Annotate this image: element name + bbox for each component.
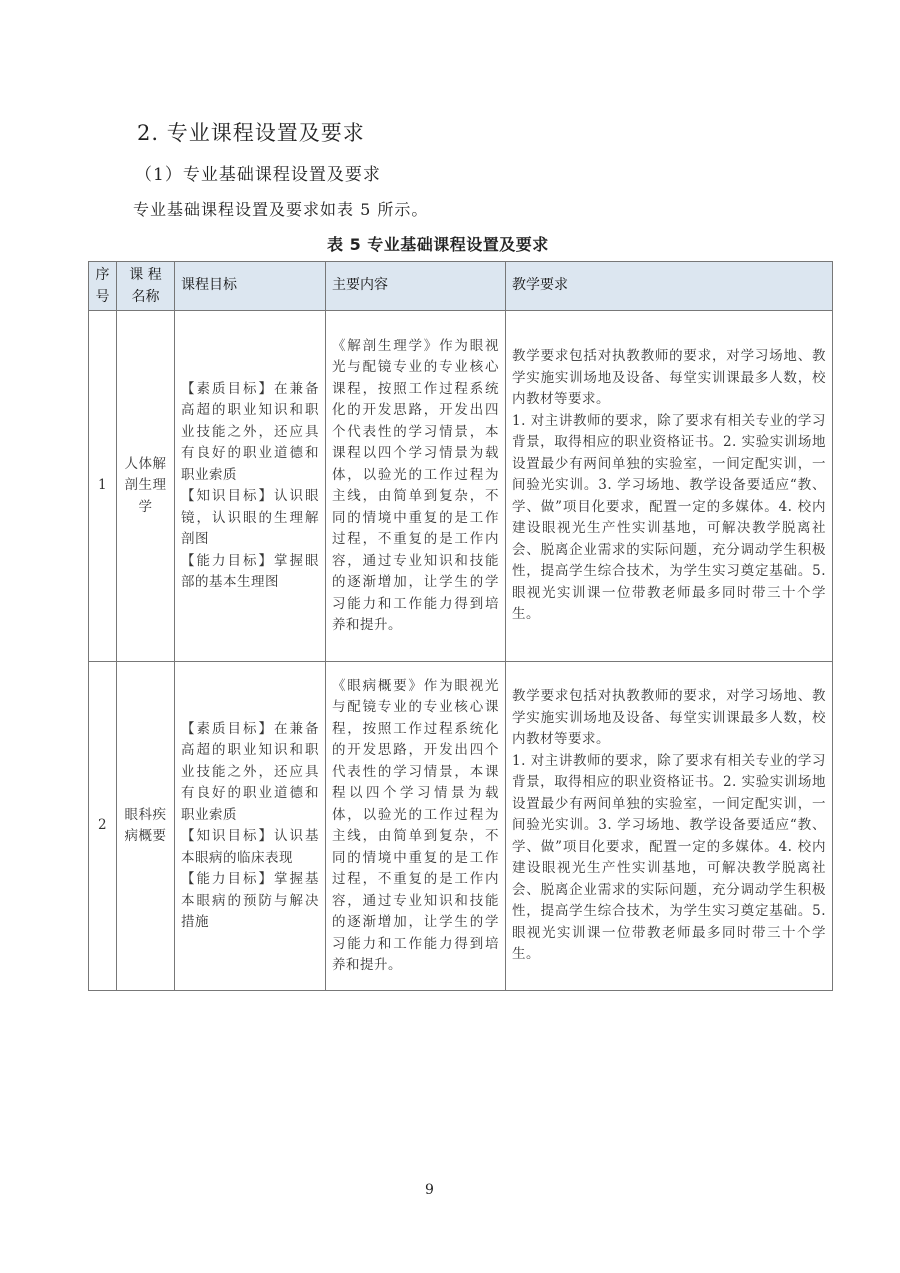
teaching-requirements bbox=[506, 311, 833, 662]
knowledge-goal: 【知识目标】认识眼镜，认识眼的生理解剖图 bbox=[181, 488, 319, 547]
table-row bbox=[89, 311, 833, 662]
course-goal bbox=[175, 311, 326, 662]
course-table bbox=[88, 261, 833, 991]
row-number: 1 bbox=[89, 311, 117, 662]
course-name: 眼科疾病概要 bbox=[117, 662, 175, 991]
subsection-heading: （1）专业基础课程设置及要求 bbox=[135, 165, 381, 185]
course-name: 人体解剖生理学 bbox=[117, 311, 175, 662]
requirements-details: 1. 对主讲教师的要求，除了要求有相关专业的学习背景，取得相应的职业资格证书。2. 实验实训场地设置最少有两间单独的实验室，一间定配实训，一间验光实训。3. 学习场地、教学设备要适应“教、学、做”项目化要求，配置一定的多媒体。4. 校内建设眼视光生产性实训基地，可解决教学脱离社会、脱离企业需求的实际问题，充分调动学生积极性，提高学生综合技术，为学生实习奠定基础。5. 眼视光实训课一位带教老师最多同时带三十个学生。 bbox=[512, 412, 826, 623]
quality-goal: 【素质目标】在兼备高超的职业知识和职业技能之外，还应具有良好的职业道德和职业索质 bbox=[181, 720, 319, 823]
ability-goal: 【能力目标】掌握眼部的基本生理图 bbox=[181, 552, 319, 590]
main-content: 《眼病概要》作为眼视光与配镜专业的专业核心课程，按照工作过程系统化的开发思路，开发出四个代表性的学习情景，本课程以四个学习情景为载体，以验光的工作过程为主线，由简单到复杂，不同的情境中重复的是工作过程，不重复的是工作内容，通过专业知识和技能的逐渐增加，让学生的学习能力和工作能力得到培养和提升。 bbox=[326, 662, 506, 991]
knowledge-goal: 【知识目标】认识基本眼病的临床表现 bbox=[181, 828, 319, 866]
row-number: 2 bbox=[89, 662, 117, 991]
header-course-goal: 课程目标 bbox=[175, 262, 326, 311]
header-main-content: 主要内容 bbox=[326, 262, 506, 311]
requirements-details: 1. 对主讲教师的要求，除了要求有相关专业的学习背景，取得相应的职业资格证书。2. 实验实训场地设置最少有两间单独的实验室，一间定配实训，一间验光实训。3. 学习场地、教学设备要适应“教、学、做”项目化要求，配置一定的多媒体。4. 校内建设眼视光生产性实训基地，可解决教学脱离社会、脱离企业需求的实际问题，充分调动学生积极性，提高学生综合技术，为学生实习奠定基础。5. 眼视光实训课一位带教老师最多同时带三十个学生。 bbox=[512, 752, 826, 963]
main-content: 《解剖生理学》作为眼视光与配镜专业的专业核心课程，按照工作过程系统化的开发思路，开发出四个代表性的学习情景，本课程以四个学习情景为载体，以验光的工作过程为主线，由简单到复杂，不同的情境中重复的是工作过程，不重复的是工作内容，通过专业知识和技能的逐渐增加，让学生的学习能力和工作能力得到培养和提升。 bbox=[326, 311, 506, 662]
intro-paragraph: 专业基础课程设置及要求如表 5 所示。 bbox=[133, 200, 429, 219]
course-goal bbox=[175, 662, 326, 991]
section-heading: 2. 专业课程设置及要求 bbox=[137, 121, 365, 145]
page-number: 9 bbox=[425, 1182, 434, 1198]
teaching-requirements bbox=[506, 662, 833, 991]
ability-goal: 【能力目标】掌握基本眼病的预防与解决措施 bbox=[181, 871, 319, 930]
header-course-name: 课 程 名称 bbox=[117, 262, 175, 311]
requirements-summary: 教学要求包括对执教教师的要求，对学习场地、教学实施实训场地及设备、每堂实训课最多人数，校内教材等要求。 bbox=[512, 688, 826, 748]
quality-goal: 【素质目标】在兼备高超的职业知识和职业技能之外，还应具有良好的职业道德和职业索质 bbox=[181, 380, 319, 483]
header-teaching-requirements: 教学要求 bbox=[506, 262, 833, 311]
table-caption: 表 5 专业基础课程设置及要求 bbox=[327, 235, 549, 254]
requirements-summary: 教学要求包括对执教教师的要求，对学习场地、教学实施实训场地及设备、每堂实训课最多人数，校内教材等要求。 bbox=[512, 348, 826, 408]
header-no: 序 号 bbox=[89, 262, 117, 311]
table-row bbox=[89, 662, 833, 991]
table-header-row bbox=[89, 262, 833, 311]
